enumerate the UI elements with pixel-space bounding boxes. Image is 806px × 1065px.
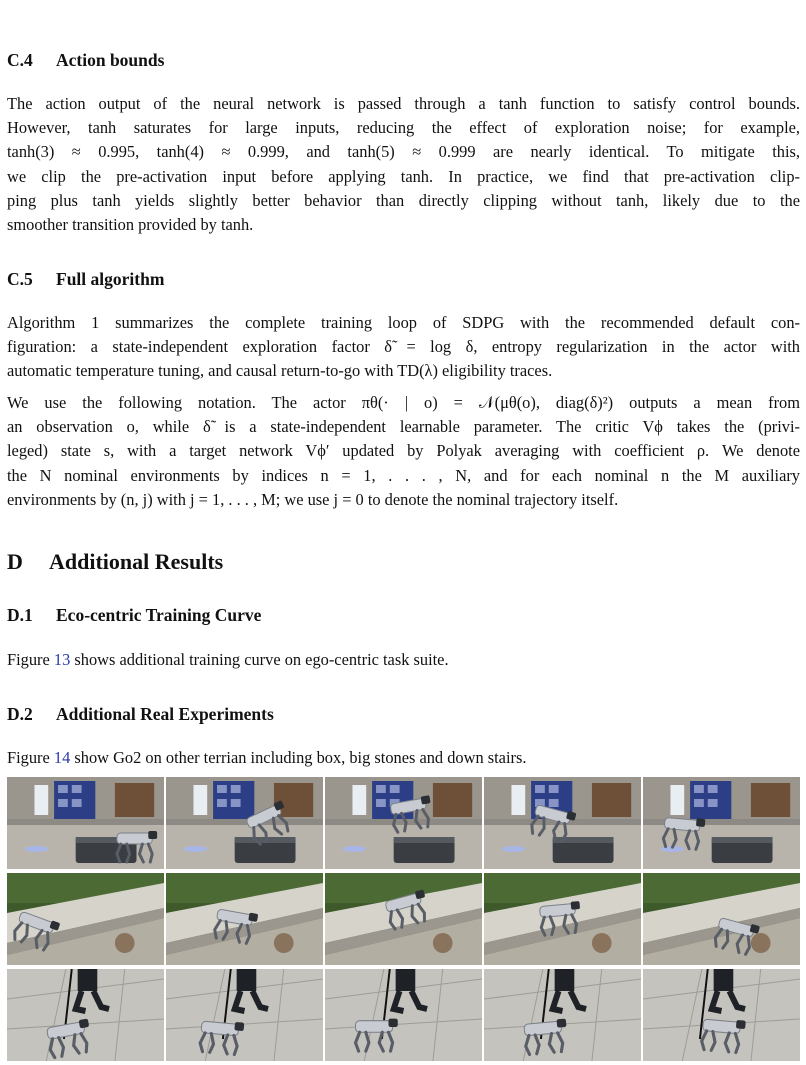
section-heading-d2 <box>7 703 274 725</box>
paragraph-full-algorithm <box>7 311 800 384</box>
text-line: automatic temperature tuning, and causal return-to-go with TD(λ) eligibility traces. <box>7 361 553 381</box>
section-number: C.5 <box>7 269 33 289</box>
figure-frame <box>325 969 482 1061</box>
figure-frame <box>7 969 164 1061</box>
figure-14 <box>7 777 800 1065</box>
text-run: Figure <box>7 748 54 767</box>
figure-frame <box>325 873 482 965</box>
section-title: Full algorithm <box>56 269 165 289</box>
figure-14-link[interactable]: 14 <box>53 748 71 767</box>
text-run: Figure <box>7 650 54 669</box>
text-run: shows additional training curve on ego-centric task suite. <box>70 650 449 669</box>
text-line: leged) state s, with a target network Vϕ′ updated by Polyak averaging with coefficient ρ. We denote <box>7 441 800 461</box>
section-number: C.4 <box>7 50 33 70</box>
text-line: tanh(3) ≈ 0.995, tanh(4) ≈ 0.999, and tanh(5) ≈ 0.999 are nearly identical. To mitigate this, <box>7 142 800 162</box>
section-number: D.2 <box>7 704 33 724</box>
figure-frame <box>166 873 323 965</box>
text-line: environments by (n, j) with j = 1, . . . , M; we use j = 0 to denote the nominal trajectory itself. <box>7 489 619 509</box>
figure-frame <box>7 777 164 869</box>
section-heading-d <box>7 549 223 575</box>
section-number: D <box>7 549 23 574</box>
section-title: Additional Real Experiments <box>56 704 274 724</box>
text-line: The action output of the neural network is passed through a tanh function to satisfy control bounds. <box>7 94 800 113</box>
figure-row-grass-curb <box>7 873 800 965</box>
figure-frame <box>484 777 641 869</box>
section-heading-c5 <box>7 268 164 290</box>
figure-row-indoor-box <box>7 777 800 869</box>
section-title: Action bounds <box>56 50 165 70</box>
figure-frame <box>166 777 323 869</box>
section-title: Additional Results <box>49 549 224 574</box>
text-line: ping plus tanh yields slightly better behavior than directly clipping without tanh, likely due to the <box>7 190 800 210</box>
figure-frame <box>643 873 800 965</box>
figure-frame <box>7 873 164 965</box>
figure-frame <box>166 969 323 1061</box>
figure-frame <box>643 777 800 869</box>
text-line: an observation o, while δ̃ is a state-independent learnable parameter. The critic Vϕ takes the (privi- <box>7 417 800 437</box>
figure-frame <box>484 969 641 1061</box>
paragraph-d2 <box>7 746 800 770</box>
section-number: D.1 <box>7 605 33 625</box>
section-title: Eco-centric Training Curve <box>56 605 262 625</box>
paragraph-action-bounds <box>7 92 800 237</box>
figure-row-stairs-down <box>7 969 800 1061</box>
text-line: smoother transition provided by tanh. <box>7 215 254 235</box>
text-line: the N nominal environments by indices n = 1, . . . , N, and for each nominal n the M auxiliary <box>7 465 800 485</box>
text-line: we clip the pre-activation input before applying tanh. In practice, we find that pre-activation clip- <box>7 166 800 186</box>
section-heading-c4 <box>7 49 164 71</box>
paragraph-notation <box>7 391 800 512</box>
text-run: show Go2 on other terrian including box, big stones and down stairs. <box>70 748 527 767</box>
text-line: We use the following notation. The actor πθ(· | o) = 𝒩(μθ(o), diag(δ)²) outputs a mean from <box>7 393 800 412</box>
text-line: figuration: a state-independent exploration factor δ̃ = log δ, entropy regularization in the actor with <box>7 337 800 357</box>
figure-frame <box>325 777 482 869</box>
paragraph-d1 <box>7 648 800 672</box>
figure-13-link[interactable]: 13 <box>53 650 71 669</box>
figure-frame <box>484 873 641 965</box>
text-line-algorithm-ref: Algorithm 1 summarizes the complete training loop of SDPG with the recommended default con- <box>7 313 800 332</box>
figure-frame <box>643 969 800 1061</box>
section-heading-d1 <box>7 604 261 626</box>
text-line: However, tanh saturates for large inputs, reducing the effect of exploration noise; for example, <box>7 118 800 138</box>
